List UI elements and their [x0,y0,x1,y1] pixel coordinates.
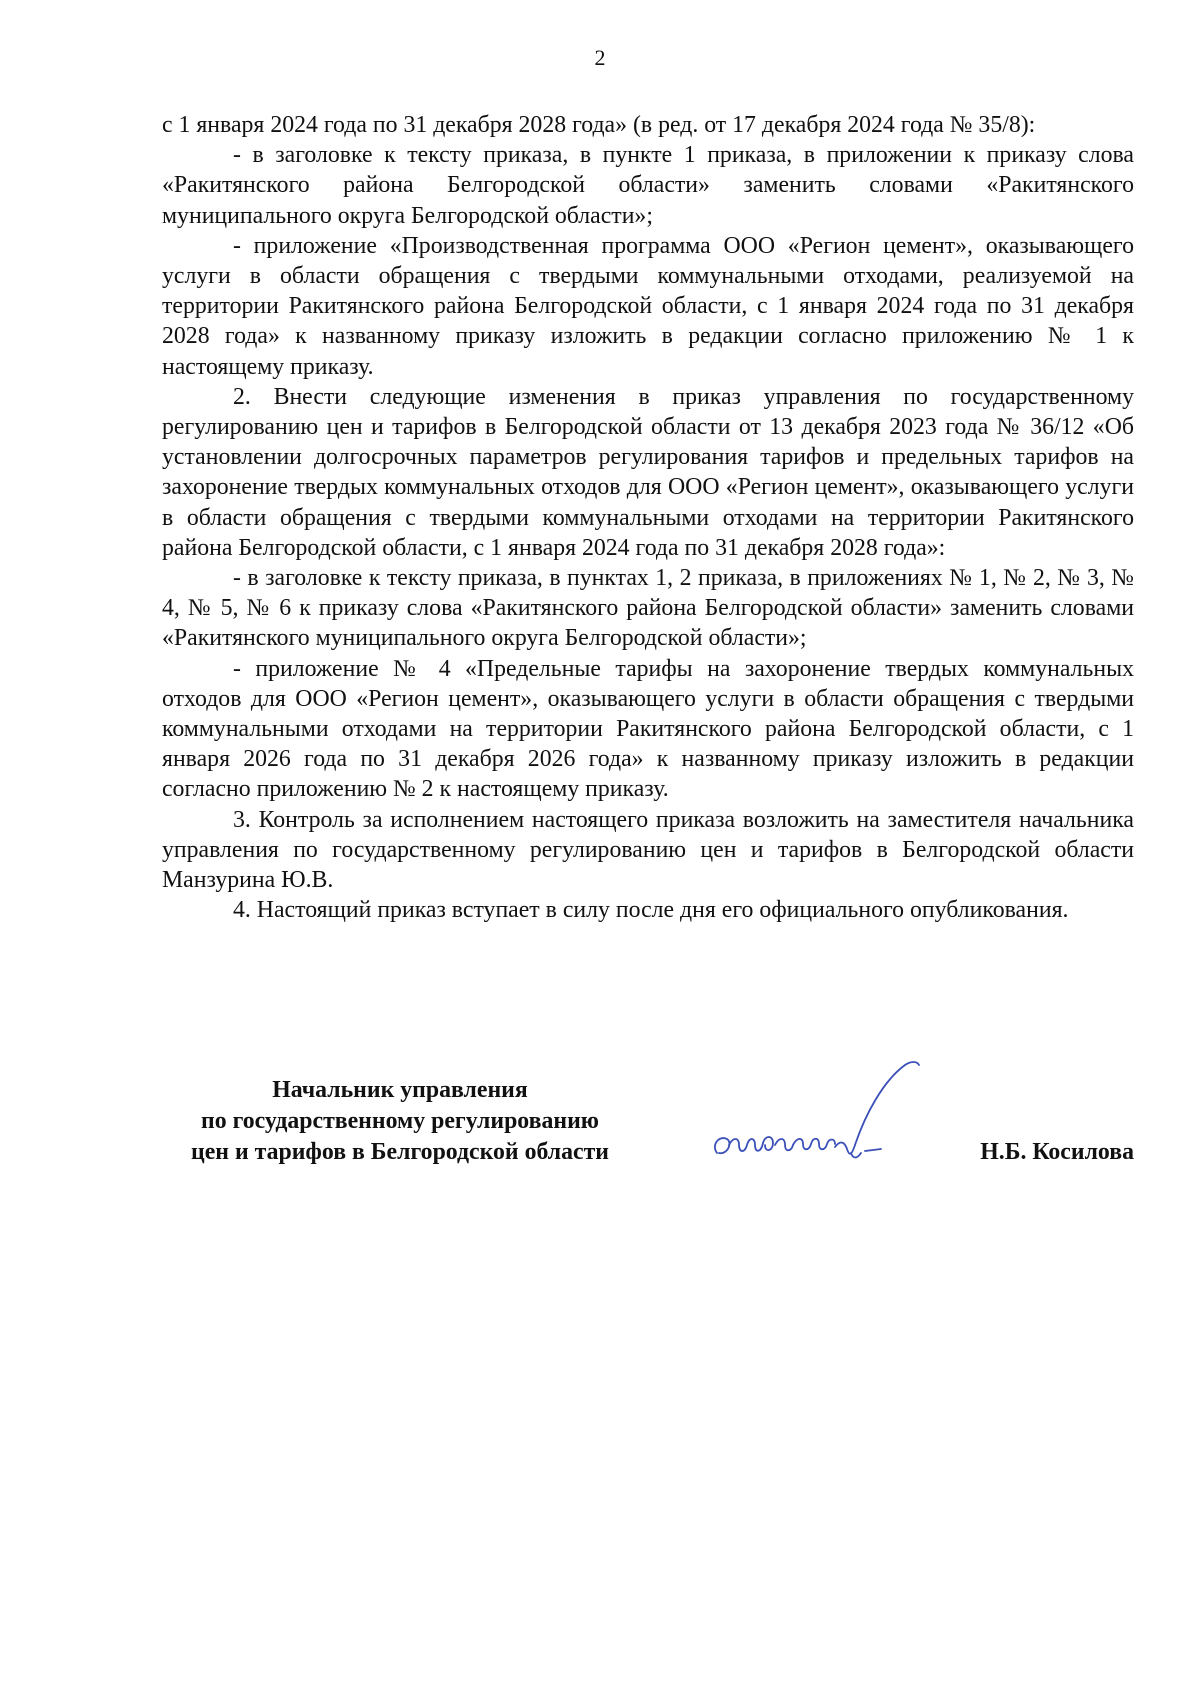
paragraph-title-change-2: - в заголовке к тексту приказа, в пунктах 1, 2 приказа, в приложениях № 1, № 2, № 3, № 4, № 5, № 6 к приказу слова «Ракитянского района Белгородской области» заменить словами «Ракитянского муниципального округа Белгородской области»; [162,565,1134,652]
signatory-position [140,1075,660,1168]
position-line-2: по государственному регулированию [201,1108,599,1134]
paragraph-title-change-1: - в заголовке к тексту приказа, в пункте 1 приказа, в приложении к приказу слова «Ракитянского района Белгородской области» заменить словами «Ракитянского муниципального округа Белгородской области»; [162,142,1134,229]
signer-name: Н.Б. Косилова [980,1139,1134,1165]
paragraph-item-4: 4. Настоящий приказ вступает в силу после дня его официального опубликования. [233,897,1069,924]
document-body [162,110,1134,925]
paragraph-item-3: 3. Контроль за исполнением настоящего приказа возложить на заместителя начальника управления по государственному регулированию цен и тарифов в Белгородской области Манзурина Ю.В. [162,806,1134,894]
position-line-1: Начальник управления [272,1077,528,1103]
handwritten-signature [705,1035,945,1175]
paragraph-appendix-change-1: - приложение «Производственная программа ООО «Регион цемент», оказывающего услуги в области обращения с твердыми коммунальными отходами, реализуемой на территории Ракитянского района Белгородской области, с 1 января 2024 года по 31 декабря 2028 года» к названному приказу изложить в редакции согласно приложению № 1 к настоящему приказу. [162,232,1134,380]
paragraph-item-2: 2. Внести следующие изменения в приказ управления по государственному регулированию цен и тарифов в Белгородской области от 13 декабря 2023 года № 36/12 «Об установлении долгосрочных параметров регулирования тарифов и предельных тарифов на захоронение твердых коммунальных отходов для ООО «Регион цемент», оказывающего услуги в области обращения с твердыми коммунальными отходами на территории Ракитянского района Белгородской области, с 1 января 2024 года по 31 декабря 2028 года»: [162,383,1134,561]
paragraph-appendix-change-2: - приложение № 4 «Предельные тарифы на захоронение твердых коммунальных отходов для ООО «Регион цемент», оказывающего услуги в области обращения с твердыми коммунальными отходами на территории Ракитянского района Белгородской области, с 1 января 2026 года по 31 декабря 2026 года» к названному приказу изложить в редакции согласно приложению № 2 к настоящему приказу. [162,655,1134,803]
position-line-3: цен и тарифов в Белгородской области [191,1139,609,1165]
page-number: 2 [594,45,606,70]
paragraph-continuation: с 1 января 2024 года по 31 декабря 2028 года» (в ред. от 17 декабря 2024 года № 35/8): [162,112,1036,138]
